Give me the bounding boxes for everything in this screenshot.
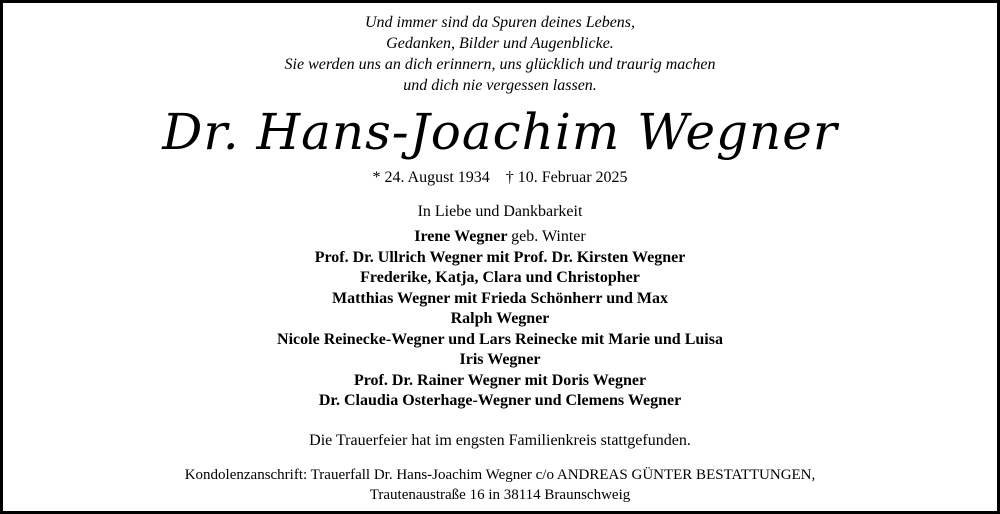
poem-line-4: und dich nie vergessen lassen. xyxy=(403,77,597,94)
family-member: Prof. Dr. Ullrich Wegner mit Prof. Dr. Kirsten Wegner xyxy=(314,248,686,266)
life-dates xyxy=(3,168,997,188)
birth-date: * 24. August 1934 xyxy=(372,169,490,186)
deceased-name: Dr. Hans-Joachim Wegner xyxy=(162,103,838,161)
family-member: Matthias Wegner mit Frieda Schönherr und Max xyxy=(332,289,668,307)
poem-line-1: Und immer sind da Spuren deines Lebens, xyxy=(364,14,636,31)
family-member: Iris Wegner xyxy=(459,351,541,368)
poem-line-2: Gedanken, Bilder und Augenblicke. xyxy=(386,35,614,52)
family-member-suffix: geb. Winter xyxy=(511,228,586,245)
family-member-first xyxy=(3,227,997,248)
family-member: Frederike, Katja, Clara und Christopher xyxy=(360,269,640,286)
intro-text: In Liebe und Dankbarkeit xyxy=(417,203,583,220)
condolence-address-line-2: Trautenaustraße 16 in 38114 Braunschweig xyxy=(369,487,631,503)
condolence-address-line-1: Kondolenzanschrift: Trauerfall Dr. Hans-Joachim Wegner c/o ANDREAS GÜNTER BESTATTUNGEN, xyxy=(184,467,816,483)
funeral-note: Die Trauerfeier hat im engsten Familienkreis stattgefunden. xyxy=(309,432,691,449)
family-member: Ralph Wegner xyxy=(450,310,550,327)
death-date: † 10. Februar 2025 xyxy=(505,169,628,186)
family-member: Dr. Claudia Osterhage-Wegner und Clemens Wegner xyxy=(318,392,682,409)
family-member: Nicole Reinecke-Wegner und Lars Reinecke mit Marie und Luisa xyxy=(277,330,723,348)
poem-line-3: Sie werden uns an dich erinnern, uns glücklich und traurig machen xyxy=(284,56,716,73)
family-member: Prof. Dr. Rainer Wegner mit Doris Wegner xyxy=(353,371,647,389)
family-member-name: Irene Wegner xyxy=(414,228,508,245)
